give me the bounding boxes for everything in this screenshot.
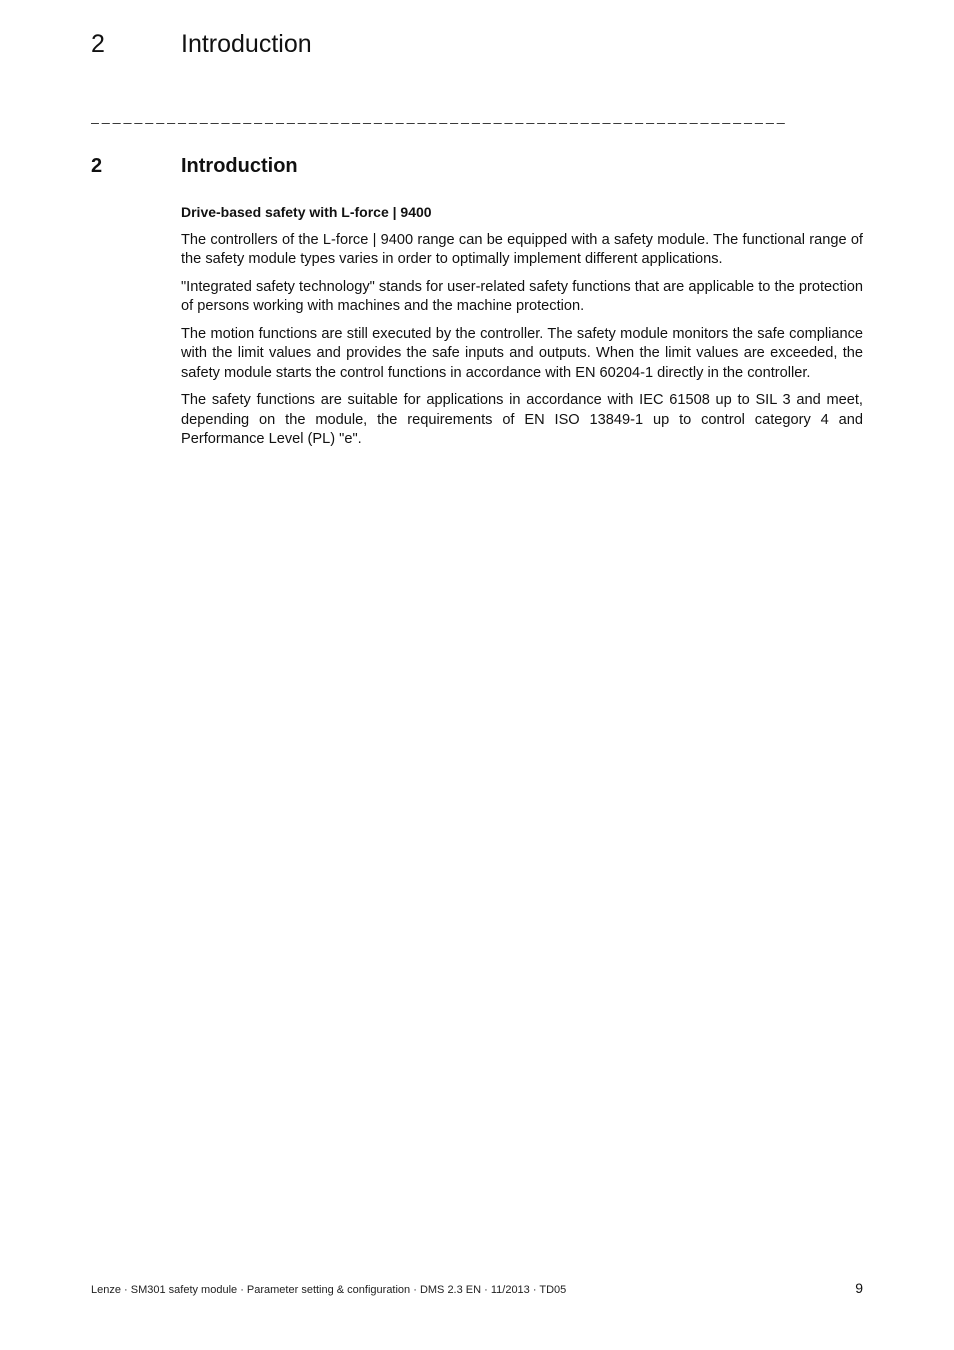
section-number: 2 [91, 155, 103, 177]
paragraph: "Integrated safety technology" stands for user-related safety functions that are applicable to the protection of persons working with machines and the machine protection. [181, 278, 863, 314]
header-dash-rule: ________________________________________________________________ [91, 108, 788, 124]
paragraph: The controllers of the L-force | 9400 range can be equipped with a safety module. The functional range of the safety module types varies in order to optimally implement different applications. [181, 231, 863, 267]
header-chapter-number: 2 [91, 30, 105, 58]
body-content [181, 203, 863, 458]
footer-text: Lenze · SM301 safety module · Parameter setting & configuration · DMS 2.3 EN · 11/2013 · TD05 [91, 1284, 567, 1296]
section-title: Introduction [181, 155, 298, 177]
paragraph: The motion functions are still executed by the controller. The safety module monitors the safe compliance with the limit values and provides the safe inputs and outputs. When the limit values are exceeded, the safety module starts the control functions in accordance with EN 60204-1 directly in the controller. [181, 325, 863, 381]
header-chapter-title: Introduction [181, 30, 312, 58]
paragraph: The safety functions are suitable for applications in accordance with IEC 61508 up to SIL 3 and meet, depending on the module, the requirements of EN ISO 13849-1 up to control category 4 and Performance Level (PL) "e". [181, 392, 863, 447]
subheading: Drive-based safety with L-force | 9400 [181, 204, 432, 220]
page-number: 9 [855, 1280, 863, 1296]
